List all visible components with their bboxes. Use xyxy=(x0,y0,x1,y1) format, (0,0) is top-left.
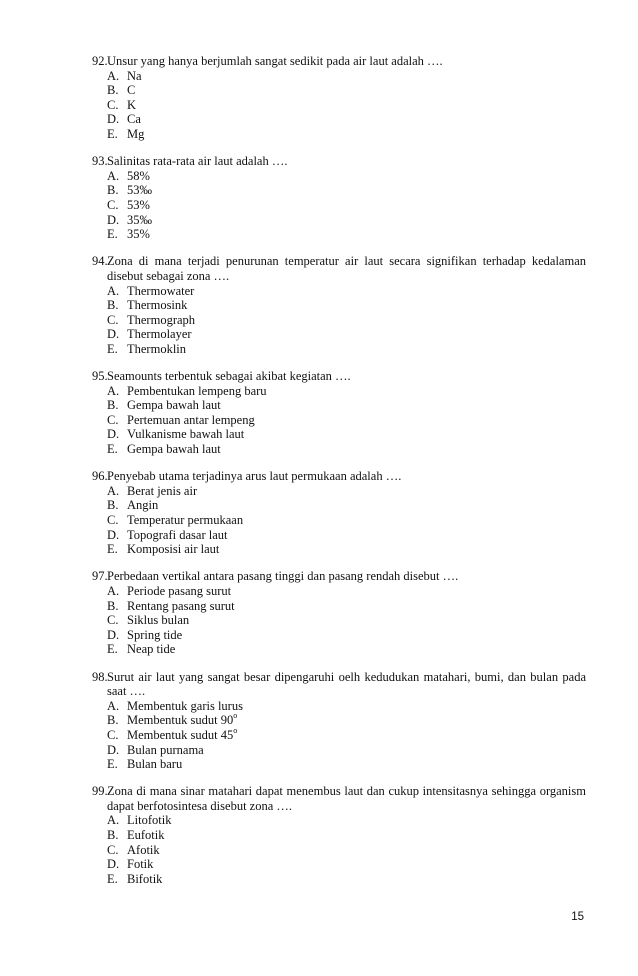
option-text-wrap xyxy=(127,442,586,457)
option-text: Membentuk sudut 45 xyxy=(127,727,234,742)
option-text-wrap xyxy=(127,484,586,499)
option-text: 35% xyxy=(127,227,150,242)
question-number: 96. xyxy=(92,469,108,484)
option-letter: A. xyxy=(107,168,120,183)
option-text-wrap xyxy=(127,127,586,142)
option-text-wrap xyxy=(127,427,586,442)
option-text-wrap xyxy=(127,542,586,557)
option-text: Afotik xyxy=(127,842,160,857)
answer-option xyxy=(92,342,586,357)
option-text: Na xyxy=(127,68,142,83)
option-text: Gempa bawah laut xyxy=(127,398,221,413)
question-list xyxy=(92,54,586,899)
option-text-wrap xyxy=(127,857,586,872)
answer-option xyxy=(92,857,586,872)
option-text: Siklus bulan xyxy=(127,613,190,628)
question-item xyxy=(92,369,586,457)
option-letter: B. xyxy=(107,298,119,313)
question-stem xyxy=(92,670,586,699)
option-letter: D. xyxy=(107,212,120,227)
answer-option xyxy=(92,828,586,843)
option-text: Mg xyxy=(127,126,145,141)
question-number: 98. xyxy=(92,669,108,684)
question-number: 94. xyxy=(92,254,108,269)
answer-option xyxy=(92,843,586,858)
option-letter: D. xyxy=(107,527,120,542)
answer-option xyxy=(92,442,586,457)
option-text: Thermograph xyxy=(127,312,196,327)
question-stem xyxy=(92,784,586,813)
option-letter: D. xyxy=(107,627,120,642)
answer-option xyxy=(92,198,586,213)
option-letter: A. xyxy=(107,813,120,828)
question-number: 99. xyxy=(92,784,108,799)
answer-options xyxy=(92,169,586,242)
question-number: 93. xyxy=(92,154,108,169)
option-text: Pertemuan antar lempeng xyxy=(127,412,255,427)
option-letter: E. xyxy=(107,126,118,141)
answer-option xyxy=(92,227,586,242)
option-text-wrap xyxy=(127,828,586,843)
option-text: Berat jenis air xyxy=(127,483,198,498)
option-text-wrap xyxy=(127,813,586,828)
option-letter: B. xyxy=(107,828,119,843)
option-text-wrap xyxy=(127,298,586,313)
option-letter: E. xyxy=(107,227,118,242)
option-text: Membentuk garis lurus xyxy=(127,698,243,713)
option-letter: E. xyxy=(107,341,118,356)
option-text-wrap xyxy=(127,584,586,599)
option-letter: E. xyxy=(107,542,118,557)
question-text: Penyebab utama terjadinya arus laut permukaan adalah …. xyxy=(107,469,402,484)
question-item xyxy=(92,54,586,142)
answer-options xyxy=(92,284,586,357)
question-number: 95. xyxy=(92,369,108,384)
answer-option xyxy=(92,284,586,299)
question-number: 97. xyxy=(92,569,108,584)
option-letter: E. xyxy=(107,642,118,657)
option-letter: A. xyxy=(107,68,120,83)
answer-options xyxy=(92,484,586,557)
option-text-wrap xyxy=(127,599,586,614)
question-text: Seamounts terbentuk sebagai akibat kegiatan …. xyxy=(107,369,351,384)
answer-option xyxy=(92,183,586,198)
answer-option xyxy=(92,327,586,342)
answer-option xyxy=(92,169,586,184)
question-item xyxy=(92,469,586,557)
option-text-wrap xyxy=(127,313,586,328)
question-item xyxy=(92,154,586,242)
option-text: Thermowater xyxy=(127,283,195,298)
question-stem xyxy=(92,369,586,384)
answer-option xyxy=(92,127,586,142)
question-item xyxy=(92,569,586,657)
option-text-wrap xyxy=(127,743,586,758)
option-text-wrap xyxy=(127,843,586,858)
option-letter: A. xyxy=(107,698,120,713)
question-item xyxy=(92,670,586,772)
answer-option xyxy=(92,699,586,714)
option-text-wrap xyxy=(127,413,586,428)
question-text: Salinitas rata-rata air laut adalah …. xyxy=(107,154,288,169)
option-text: Neap tide xyxy=(127,642,176,657)
option-letter: A. xyxy=(107,383,120,398)
option-text: Bulan purnama xyxy=(127,742,204,757)
option-text: Temperatur permukaan xyxy=(127,513,244,527)
question-stem xyxy=(92,569,586,584)
question-text: Zona di mana terjadi penurunan temperatur air laut secara signifikan terhadap kedalaman disebut sebagai zona …. xyxy=(107,254,586,283)
answer-options xyxy=(92,813,586,886)
option-text: Pembentukan lempeng baru xyxy=(127,383,267,398)
option-text-wrap xyxy=(127,169,586,184)
option-text-wrap xyxy=(127,183,586,198)
degree-superscript: o xyxy=(233,711,238,721)
option-letter: C. xyxy=(107,412,119,427)
option-text: Rentang pasang surut xyxy=(127,598,235,613)
question-text: Perbedaan vertikal antara pasang tinggi dan pasang rendah disebut …. xyxy=(107,569,459,584)
option-text: Spring tide xyxy=(127,627,183,642)
answer-option xyxy=(92,498,586,513)
answer-option xyxy=(92,69,586,84)
answer-option xyxy=(92,813,586,828)
option-text: Thermosink xyxy=(127,298,188,313)
answer-option xyxy=(92,725,586,743)
option-text: Komposisi air laut xyxy=(127,542,220,557)
option-letter: B. xyxy=(107,398,119,413)
option-text-wrap xyxy=(127,642,586,657)
answer-option xyxy=(92,413,586,428)
answer-option xyxy=(92,542,586,557)
answer-option xyxy=(92,713,586,728)
option-text: Bifotik xyxy=(127,871,163,886)
answer-option xyxy=(92,298,586,313)
answer-option xyxy=(92,528,586,543)
option-letter: C. xyxy=(107,842,119,857)
option-letter: D. xyxy=(107,327,120,342)
question-stem xyxy=(92,54,586,69)
option-letter: C. xyxy=(107,727,119,742)
option-text-wrap xyxy=(127,528,586,543)
option-letter: B. xyxy=(107,713,119,728)
option-text-wrap xyxy=(127,112,586,127)
option-letter: C. xyxy=(107,97,119,112)
option-letter: C. xyxy=(107,513,119,527)
option-letter: D. xyxy=(107,427,120,442)
answer-options xyxy=(92,699,586,772)
answer-option xyxy=(92,599,586,614)
question-text: Zona di mana sinar matahari dapat menembus laut dan cukup intensitasnya sehingga organism dapat berfotosintesa disebut zona …. xyxy=(107,784,586,813)
option-text-wrap xyxy=(127,98,586,113)
question-item xyxy=(92,784,586,886)
answer-option xyxy=(92,757,586,772)
answer-option xyxy=(92,112,586,127)
question-stem xyxy=(92,254,586,283)
question-stem xyxy=(92,469,586,484)
option-text-wrap xyxy=(127,198,586,213)
answer-option xyxy=(92,83,586,98)
option-letter: D. xyxy=(107,742,120,757)
option-text-wrap xyxy=(127,398,586,413)
option-letter: B. xyxy=(107,598,119,613)
option-text-wrap xyxy=(127,513,586,528)
answer-option xyxy=(92,584,586,599)
option-letter: B. xyxy=(107,498,119,513)
answer-options xyxy=(92,384,586,457)
option-text-wrap xyxy=(127,713,586,728)
option-text: Membentuk sudut 90 xyxy=(127,713,234,728)
option-text: Ca xyxy=(127,112,141,127)
question-item xyxy=(92,254,586,356)
answer-option xyxy=(92,628,586,643)
option-text: 53% xyxy=(127,197,150,212)
option-text: Fotik xyxy=(127,857,154,872)
option-text: Eufotik xyxy=(127,828,165,843)
option-letter: D. xyxy=(107,857,120,872)
option-text: Angin xyxy=(127,498,159,513)
answer-option xyxy=(92,384,586,399)
answer-option xyxy=(92,484,586,499)
option-text-wrap xyxy=(127,213,586,228)
option-text-wrap xyxy=(127,227,586,242)
answer-option xyxy=(92,872,586,887)
option-letter: B. xyxy=(107,183,119,198)
option-text-wrap xyxy=(127,69,586,84)
option-text-wrap xyxy=(127,725,586,743)
option-text: Thermoklin xyxy=(127,341,187,356)
option-letter: B. xyxy=(107,83,119,98)
answer-option xyxy=(92,743,586,758)
option-text-wrap xyxy=(127,613,586,628)
option-letter: D. xyxy=(107,112,120,127)
answer-options xyxy=(92,69,586,142)
option-text-wrap xyxy=(127,872,586,887)
page-number: 15 xyxy=(571,911,584,923)
question-number: 92. xyxy=(92,54,108,68)
option-text-wrap xyxy=(127,498,586,513)
answer-option xyxy=(92,642,586,657)
option-text-wrap xyxy=(127,327,586,342)
option-letter: E. xyxy=(107,442,118,457)
option-text: 35‰ xyxy=(127,212,152,227)
option-text: Litofotik xyxy=(127,813,172,828)
question-stem xyxy=(92,154,586,169)
option-text-wrap xyxy=(127,284,586,299)
option-letter: A. xyxy=(107,483,120,498)
option-text-wrap xyxy=(127,628,586,643)
option-text-wrap xyxy=(127,83,586,98)
answer-option xyxy=(92,613,586,628)
option-text: 53‰ xyxy=(127,183,152,198)
answer-option xyxy=(92,313,586,328)
question-text: Unsur yang hanya berjumlah sangat sedikit pada air laut adalah …. xyxy=(107,54,443,68)
answer-option xyxy=(92,98,586,113)
option-text-wrap xyxy=(127,699,586,714)
question-text: Surut air laut yang sangat besar dipengaruhi oelh kedudukan matahari, bumi, dan bulan pada saat …. xyxy=(107,669,586,699)
option-text: K xyxy=(127,97,137,112)
answer-option xyxy=(92,398,586,413)
degree-superscript: o xyxy=(233,725,238,735)
option-text-wrap xyxy=(127,342,586,357)
answer-option xyxy=(92,213,586,228)
option-letter: E. xyxy=(107,871,118,886)
option-text: Gempa bawah laut xyxy=(127,442,221,457)
option-letter: E. xyxy=(107,757,118,772)
option-text: Topografi dasar laut xyxy=(127,527,228,542)
option-text: Vulkanisme bawah laut xyxy=(127,427,245,442)
option-text-wrap xyxy=(127,384,586,399)
answer-options xyxy=(92,584,586,657)
option-text: Periode pasang surut xyxy=(127,583,232,598)
option-text: Thermolayer xyxy=(127,327,192,342)
answer-option xyxy=(92,513,586,528)
option-letter: A. xyxy=(107,283,120,298)
option-letter: C. xyxy=(107,312,119,327)
answer-option xyxy=(92,427,586,442)
option-text: 58% xyxy=(127,168,150,183)
option-letter: A. xyxy=(107,583,120,598)
option-text: Bulan baru xyxy=(127,757,183,772)
option-letter: C. xyxy=(107,613,119,628)
option-text-wrap xyxy=(127,757,586,772)
option-text: C xyxy=(127,83,136,98)
option-letter: C. xyxy=(107,197,119,212)
